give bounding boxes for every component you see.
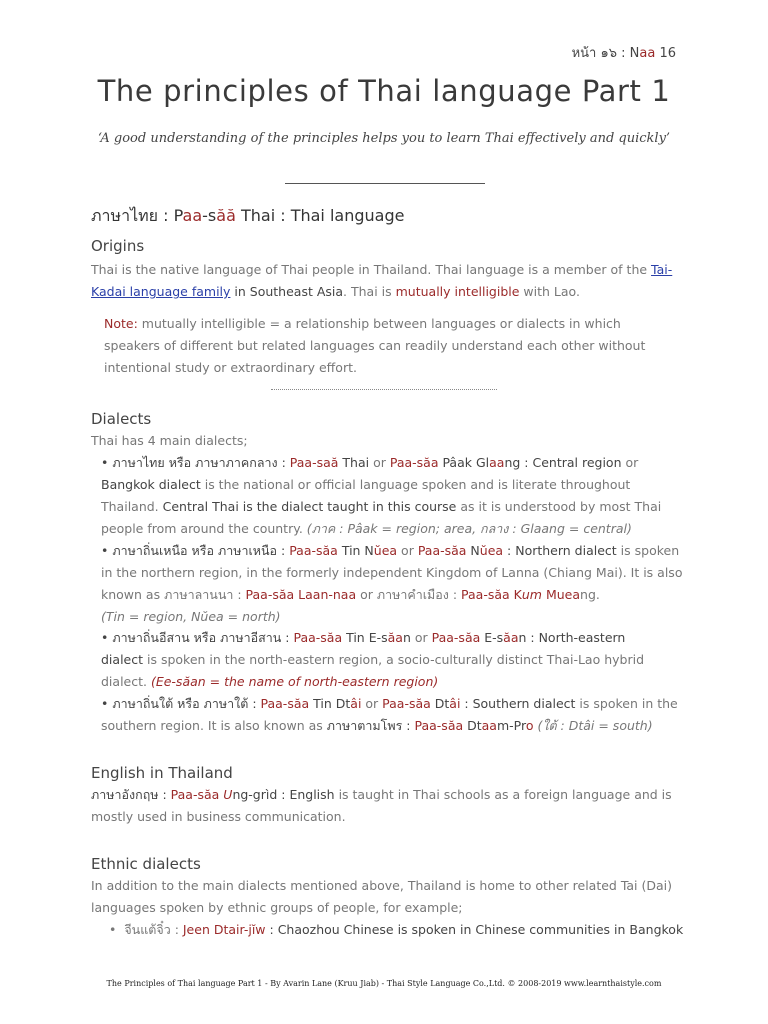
northern-kum-3: um xyxy=(521,587,542,602)
main-heading-dash: - xyxy=(202,206,208,225)
origins-text-3: . Thai is xyxy=(343,284,396,299)
northern-laan-naa: Paa-săa Laan-naa xyxy=(245,587,357,602)
title-divider xyxy=(285,183,485,184)
southern-romanized-2c: âi xyxy=(449,696,461,711)
northern-thai-label: • ภาษาถิ่นเหนือ หรือ ภาษาเหนือ : xyxy=(101,543,290,558)
northeastern-romanized-1d: n xyxy=(402,630,415,645)
origins-text-5: with Lao. xyxy=(519,284,580,299)
page-number-thai: หน้า ๑๖ : xyxy=(571,46,626,61)
note-box xyxy=(104,313,664,379)
central-taught-note: Central Thai is the dialect taught in this course xyxy=(162,499,457,514)
mutually-intelligible-term: mutually intelligible xyxy=(395,284,520,299)
main-heading-s: s xyxy=(207,206,217,225)
origins-paragraph xyxy=(91,259,691,303)
note-divider xyxy=(271,389,497,390)
central-gloss: (ภาค : Pâak = region; area, กลาง : Glaang = central) xyxy=(306,521,632,536)
english-description: is taught in Thai schools as a foreign language and is mostly used in business communication. xyxy=(91,787,672,824)
page-number-n: N xyxy=(629,46,640,61)
bullet-icon: • xyxy=(109,922,125,937)
english-thai-label: ภาษาอังกฤษ : xyxy=(91,787,171,802)
southern-alt-1: Paa-săa xyxy=(414,718,464,733)
page-title: The principles of Thai language Part 1 xyxy=(97,74,671,108)
northeastern-gloss: (Ee-săan = the name of north-eastern region) xyxy=(150,674,439,689)
ethnic-item-description: : Chaozhou Chinese is spoken in Chinese communities in Bangkok xyxy=(265,922,684,937)
english-romanized-1: Paa-săa xyxy=(170,787,220,802)
southern-alt-5: o xyxy=(525,718,534,733)
ethnic-item-thai: จีนแต้จิ๋ว : xyxy=(124,922,183,937)
northern-romanized-1b: Tin N xyxy=(337,543,374,558)
northern-dialect-label: : Northern dialect xyxy=(503,543,617,558)
english-heading: English in Thailand xyxy=(91,764,233,782)
northeastern-dialect-word: dialect xyxy=(101,652,144,667)
central-romanized-1b: ă xyxy=(330,455,339,470)
dialects-intro: Thai has 4 main dialects; xyxy=(91,433,248,448)
note-label: Note: xyxy=(104,316,138,331)
southern-thai-label: • ภาษาถิ่นใต้ หรือ ภาษาใต้ : xyxy=(101,696,261,711)
ethnic-heading: Ethnic dialects xyxy=(91,855,201,873)
dialect-northern xyxy=(101,540,691,628)
northern-kum-5: a xyxy=(572,587,581,602)
main-heading xyxy=(91,204,404,229)
central-region-label: ng : Central region xyxy=(504,455,626,470)
english-romanized-2: U xyxy=(219,787,233,802)
dialect-northeastern xyxy=(101,627,691,693)
southern-alt-2: Dt xyxy=(463,718,482,733)
northeastern-or: or xyxy=(414,630,432,645)
ethnic-list-item xyxy=(109,919,699,941)
page-number-aa: aa xyxy=(639,46,656,61)
northeastern-romanized-1b: Tin E-s xyxy=(342,630,388,645)
northern-kum-4: Mue xyxy=(541,587,573,602)
central-romanized-2: Paa-săa xyxy=(389,455,439,470)
ethnic-item-romanized: Jeen Dtair-jĭw xyxy=(182,922,266,937)
main-heading-thai: ภาษาไทย : xyxy=(91,206,174,225)
southern-romanized-1: Paa-săa xyxy=(260,696,310,711)
central-or: or xyxy=(373,455,390,470)
note-text: mutually intelligible = a relationship between languages or dialects in which speakers of different but related languages can readily understand each other without intentional study or extraordinary effort. xyxy=(104,316,646,375)
central-romanized-1: Paa-sa xyxy=(289,455,331,470)
central-or-2: or xyxy=(625,455,639,470)
page-number-value: 16 xyxy=(659,46,676,61)
main-heading-rest: Thai : Thai language xyxy=(235,206,405,225)
main-heading-a: ă xyxy=(216,206,227,225)
northeastern-romanized-2b: E-s xyxy=(480,630,504,645)
southern-description: is spoken in the southern region. It is also known as xyxy=(101,696,678,733)
southern-thai-alt: ภาษาตามโพร : xyxy=(326,718,415,733)
dialect-central xyxy=(101,452,691,540)
northeastern-description: is spoken in the north-eastern region, a socio-culturally distinct Thai-Lao hybrid dialect. xyxy=(101,652,645,689)
dialects-heading: Dialects xyxy=(91,410,152,428)
northern-kum-2: K xyxy=(509,587,522,602)
northeastern-thai-label: • ภาษาถิ่นอีสาน หรือ ภาษาอีสาน : xyxy=(101,630,294,645)
central-thai-label: • ภาษาไทย หรือ ภาษาภาคกลาง : xyxy=(101,455,290,470)
southern-romanized-2: Paa-săa xyxy=(382,696,431,711)
southern-alt-4: m-Pr xyxy=(496,718,526,733)
northern-romanized-1c: ŭea xyxy=(373,543,398,558)
northeastern-romanized-2c: ăa xyxy=(503,630,519,645)
southern-romanized-1c: âi xyxy=(350,696,362,711)
english-paragraph xyxy=(91,784,691,828)
northern-gloss: (Tin = region, Nŭea = north) xyxy=(101,609,281,624)
english-romanized-3: ng-grìd : English xyxy=(232,787,335,802)
northern-romanized-1: Paa-săa xyxy=(289,543,338,558)
central-description: is the national or official language spoken and is literate throughout Thailand. xyxy=(101,477,631,514)
northeastern-label: n : North-eastern xyxy=(518,630,626,645)
ethnic-intro: In addition to the main dialects mentioned above, Thailand is home to other related Tai (Dai) languages spoken by ethnic groups of people, for example; xyxy=(91,878,673,915)
dialect-southern xyxy=(101,693,691,737)
southern-or: or xyxy=(361,696,383,711)
tai-kadai-link-part1[interactable]: Tai- xyxy=(651,262,673,277)
page-footer: The Principles of Thai language Part 1 - By Avarin Lane (Kruu Jiab) - Thai Style Language Co.,Ltd. © 2008-2019 www.learnthaistyle.com xyxy=(106,979,662,988)
southern-gloss: (ใต้ : Dtâi = south) xyxy=(533,718,653,733)
page-subtitle: ‘A good understanding of the principles helps you to learn Thai effectively and quickly’ xyxy=(97,131,671,146)
origins-text-1: Thai is the native language of Thai people in Thailand. Thai language is a member of the xyxy=(91,262,652,277)
northern-kum-6: ng. xyxy=(580,587,600,602)
northern-or: or xyxy=(397,543,418,558)
tai-kadai-link-part2[interactable]: Kadai language family xyxy=(91,284,231,299)
northeastern-romanized-2: Paa-săa xyxy=(431,630,481,645)
northern-romanized-2: Paa-săa xyxy=(417,543,467,558)
northeastern-romanized-1c: ăa xyxy=(387,630,403,645)
northern-or-kum: or ภาษาคำเมือง : xyxy=(356,587,462,602)
main-heading-a2: ă xyxy=(226,206,236,225)
northeastern-romanized-1: Paa-săa xyxy=(293,630,343,645)
central-description-2: as it is understood by most Thai people from around the country. xyxy=(101,499,662,536)
northern-romanized-2c: ŭea xyxy=(479,543,504,558)
central-romanized-1c: Thai xyxy=(338,455,374,470)
southern-alt-3: aa xyxy=(481,718,497,733)
southern-romanized-2b: Dt xyxy=(430,696,450,711)
origins-heading: Origins xyxy=(91,237,145,255)
main-heading-aa: aa xyxy=(182,206,203,225)
central-romanized-2c: aa xyxy=(489,455,505,470)
central-romanized-2b: Pâak Gl xyxy=(438,455,490,470)
page-number xyxy=(572,42,676,63)
southern-dialect-label: : Southern dialect xyxy=(460,696,576,711)
northern-romanized-2b: N xyxy=(466,543,480,558)
northern-description: is spoken in the northern region, in the formerly independent Kingdom of Lanna (Chiang Mai). It is also known as ภาษาลานนา : xyxy=(101,543,683,602)
main-heading-p: P xyxy=(173,206,183,225)
bangkok-dialect: Bangkok dialect xyxy=(101,477,201,492)
northern-kum-1: Paa-săa xyxy=(461,587,510,602)
origins-southeast-asia: in Southeast Asia xyxy=(230,284,344,299)
southern-romanized-1b: Tin Dt xyxy=(309,696,351,711)
